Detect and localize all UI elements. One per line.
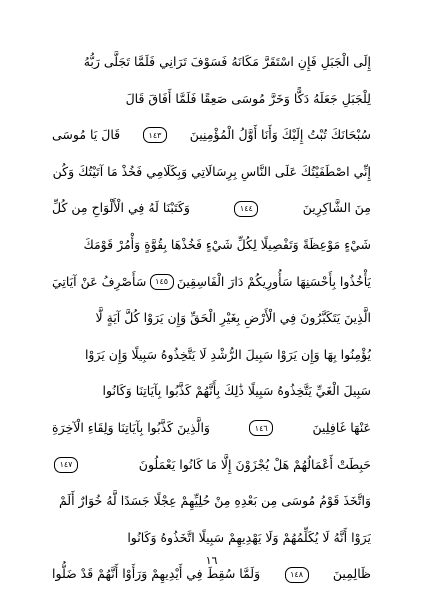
- verse-text: وَالَّذِينَ كَذَّبُوا بِآيَاتِنَا وَلِقَاءِ الْآخِرَةِ: [52, 419, 210, 435]
- verse-text: يُؤْمِنُوا بِهَا وَإِن يَرَوْا سَبِيلَ الرُّشْدِ لَا يَتَّخِذُوهُ سَبِيلًا وَإِن يَرَوْا: [84, 346, 371, 362]
- verse-text: لِلْجَبَلِ جَعَلَهُ دَكًّا وَخَرَّ مُوسَى صَعِقًا فَلَمَّا أَفَاقَ قَالَ: [125, 90, 371, 106]
- verse-text: مِنَ الشَّاكِرِينَ: [302, 200, 371, 216]
- verse-line: [52, 264, 371, 301]
- verse-line: [52, 300, 371, 337]
- verse-text: عَنْهَا غَافِلِينَ: [312, 419, 371, 435]
- verse-text: الَّذِينَ يَتَكَبَّرُونَ فِي الْأَرْضِ بِغَيْرِ الْحَقِّ وَإِن يَرَوْا كُلَّ آيَةٍ لَّا: [95, 310, 371, 326]
- verse-text: سُبْحَانَكَ تُبْتُ إِلَيْكَ وَأَنَا أَوَّلُ الْمُؤْمِنِينَ: [189, 127, 371, 143]
- verse-text-block: [52, 44, 371, 593]
- verse-text: سَأَصْرِفُ عَنْ آيَاتِيَ: [52, 273, 147, 289]
- verse-text: ظَالِمِينَ: [332, 566, 371, 582]
- verse-line: [52, 117, 371, 154]
- verse-text: إِلَى الْجَبَلِ فَإِنِ اسْتَقَرَّ مَكَانَهُ فَسَوْفَ تَرَانِي فَلَمَّا تَجَلَّى رَبُّهُ: [83, 54, 371, 70]
- verse-line: [52, 44, 371, 81]
- verse-line: [52, 337, 371, 374]
- verse-text: شَيْءٍ مَوْعِظَةً وَتَفْصِيلًا لِكُلِّ شَيْءٍ فَخُذْهَا بِقُوَّةٍ وَأْمُرْ قَوْمَكَ: [83, 237, 371, 253]
- verse-line: [52, 227, 371, 264]
- page-number: ١٦: [205, 554, 218, 567]
- verse-line: [52, 483, 371, 520]
- verse-line: [52, 520, 371, 557]
- verse-line: [52, 373, 371, 410]
- verse-line: [52, 190, 371, 227]
- verse-text: وَاتَّخَذَ قَوْمُ مُوسَى مِن بَعْدِهِ مِنْ حُلِيِّهِمْ عِجْلًا جَسَدًا لَّهُ خُوَارٌ أَلَمْ: [58, 493, 371, 509]
- ayah-number-marker: ١٤٥: [150, 274, 174, 290]
- verse-line: [52, 447, 371, 484]
- verse-text: إِنِّي اصْطَفَيْتُكَ عَلَى النَّاسِ بِرِسَالَاتِي وَبِكَلَامِي فَخُذْ مَا آتَيْتُكَ وَكُن: [52, 163, 371, 179]
- verse-text: وَلَمَّا سُقِطَ فِي أَيْدِيهِمْ وَرَأَوْا أَنَّهُمْ قَدْ ضَلُّوا: [52, 566, 261, 582]
- ayah-number-marker: ١٤٣: [143, 127, 167, 143]
- verse-line: [52, 410, 371, 447]
- verse-text: يَأْخُذُوا بِأَحْسَنِهَا سَأُورِيكُمْ دَارَ الْفَاسِقِينَ: [176, 273, 371, 289]
- verse-line: [52, 154, 371, 191]
- ayah-number-marker: ١٤٤: [234, 201, 258, 217]
- ayah-number-marker: ١٤٨: [285, 567, 309, 583]
- verse-text: يَرَوْا أَنَّهُ لَا يُكَلِّمُهُمْ وَلَا يَهْدِيهِمْ سَبِيلًا اتَّخَذُوهُ وَكَانُوا: [127, 529, 371, 545]
- verse-text: سَبِيلَ الْغَيِّ يَتَّخِذُوهُ سَبِيلًا ذَٰلِكَ بِأَنَّهُمْ كَذَّبُوا بِآيَاتِنَا وَكَانُوا: [102, 383, 371, 399]
- verse-text: حَبِطَتْ أَعْمَالُهُمْ هَلْ يُجْزَوْنَ إِلَّا مَا كَانُوا يَعْمَلُونَ: [138, 456, 371, 472]
- ayah-number-marker: ١٤٧: [54, 457, 78, 473]
- verse-line: [52, 81, 371, 118]
- verse-text: وَكَتَبْنَا لَهُ فِي الْأَلْوَاحِ مِن كُلِّ: [52, 200, 190, 216]
- verse-text: قَالَ يَا مُوسَى: [52, 127, 121, 143]
- ayah-number-marker: ١٤٦: [249, 420, 273, 436]
